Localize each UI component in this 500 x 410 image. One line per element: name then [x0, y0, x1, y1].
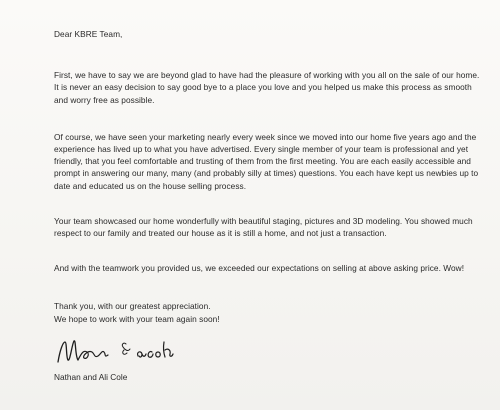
closing-hope: We hope to work with your team again soon! — [54, 313, 220, 324]
paragraph-teamwork: And with the teamwork you provided us, we exceeded our expectations on selling at above asking price. Wow! — [54, 263, 465, 274]
closing-thanks: Thank you, with our greatest appreciation. — [54, 301, 211, 312]
paragraph-intro: First, we have to say we are beyond glad to have had the pleasure of working with you all on the sale of our home. It is never an easy decision to say good bye to a place you love and you helped us make this process as smooth and worry free as possible. — [54, 70, 480, 105]
paragraph-showcase: Your team showcased our home wonderfully with beautiful staging, pictures and 3D modeling. You showed much respect to our family and treated our house as it is still a home, and not just a transaction. — [54, 215, 473, 239]
handwritten-signature — [54, 336, 204, 368]
letter-body — [54, 28, 484, 325]
signature-graphic — [54, 336, 204, 368]
paragraph-marketing: Of course, we have seen your marketing nearly every week since we moved into our home five years ago and the experience has lived up to what you have advertised. Every single member of your team is professional and yet friendly, that you feel comfortable and trusting of them from the first meeting. You are each easily accessible and prompt in answering our many, many (and probably silly at times) questions. You each have kept us newbies up to date and educated us on the house selling process. — [54, 131, 479, 191]
salutation: Dear KBRE Team, — [54, 29, 123, 39]
signer-names: Nathan and Ali Cole — [54, 372, 128, 382]
